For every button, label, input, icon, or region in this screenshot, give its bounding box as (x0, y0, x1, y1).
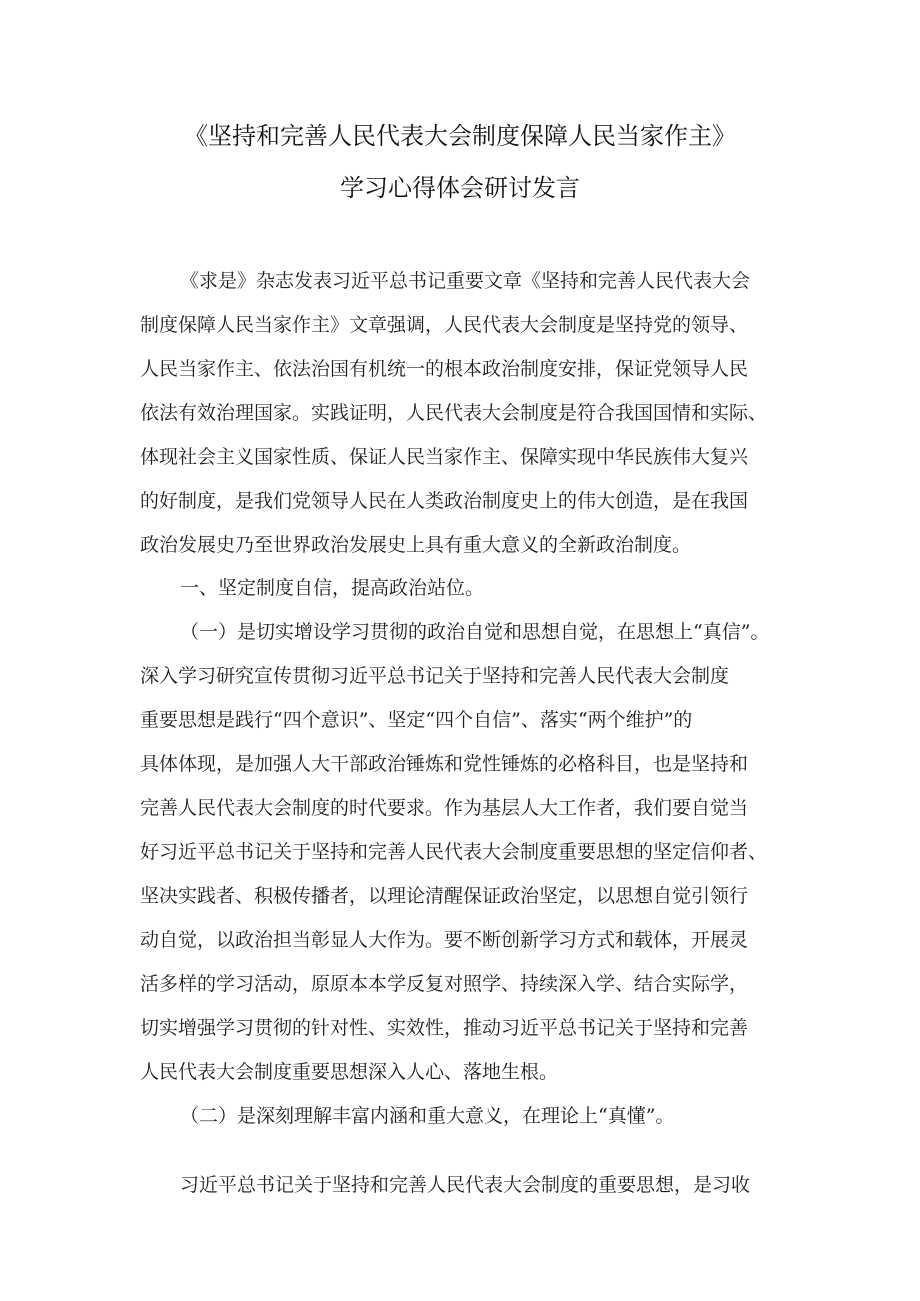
paragraph-line: 人民当家作主、依法治国有机统一的根本政治制度安排，保证党领导人民 (140, 358, 749, 380)
paragraph-line: 习近平总书记关于坚持和完善人民代表大会制度的重要思想，是习收 (180, 1174, 751, 1196)
document-subtitle: 学习心得体会研讨发言 (340, 174, 580, 202)
subsection-heading: （二）是深刻理解丰富内涵和重大意义，在理论上“真懂”。 (180, 1105, 675, 1127)
document-title: 《坚持和完善人民代表大会制度保障人民当家作主》 (184, 122, 736, 150)
paragraph-line: 具体体现，是加强人大干部政治锤炼和党性锤炼的必格科目，也是坚持和 (140, 753, 749, 775)
paragraph-line: 重要思想是践行“四个意识”、坚定“四个自信”、落实“两个维护”的 (140, 709, 693, 731)
section-heading: 一、坚定制度自信，提高政治站位。 (180, 577, 485, 599)
paragraph-line: 完善人民代表大会制度的时代要求。作为基层人大工作者，我们要自觉当 (140, 797, 749, 819)
paragraph-line: 切实增强学习贯彻的针对性、实效性，推动习近平总书记关于坚持和完善 (140, 1017, 749, 1039)
paragraph-line: 依法有效治理国家。实践证明，人民代表大会制度是符合我国国情和实际、 (140, 402, 768, 424)
paragraph-line: 深入学习研究宣传贯彻习近平总书记关于坚持和完善人民代表大会制度 (140, 665, 730, 687)
paragraph-line: 《求是》杂志发表习近平总书记重要文章《坚持和完善人民代表大会 (180, 270, 751, 292)
subsection-heading: （一）是切实增设学习贯彻的政治自觉和思想自觉，在思想上“真信”。 (180, 621, 770, 643)
paragraph-line: 制度保障人民当家作主》文章强调，人民代表大会制度是坚持党的领导、 (140, 314, 749, 336)
paragraph-line: 体现社会主义国家性质、保证人民当家作主、保障实现中华民族伟大复兴 (140, 446, 749, 468)
paragraph-line: 动自觉，以政治担当彰显人大作为。要不断创新学习方式和载体，开展灵 (140, 929, 749, 951)
paragraph-line: 的好制度，是我们党领导人民在人类政治制度史上的伟大创造，是在我国 (140, 490, 749, 512)
paragraph-line: 好习近平总书记关于坚持和完善人民代表大会制度重要思想的坚定信仰者、 (140, 841, 768, 863)
paragraph-line: 政治发展史乃至世界政治发展史上具有重大意义的全新政治制度。 (140, 534, 692, 556)
paragraph-line: 人民代表大会制度重要思想深入人心、落地生根。 (140, 1061, 559, 1083)
paragraph-line: 活多样的学习活动，原原本本学反复对照学、持续深入学、结合实际学， (140, 973, 749, 995)
paragraph-line: 坚决实践者、积极传播者，以理论清醒保证政治坚定，以思想自觉引领行 (140, 885, 749, 907)
